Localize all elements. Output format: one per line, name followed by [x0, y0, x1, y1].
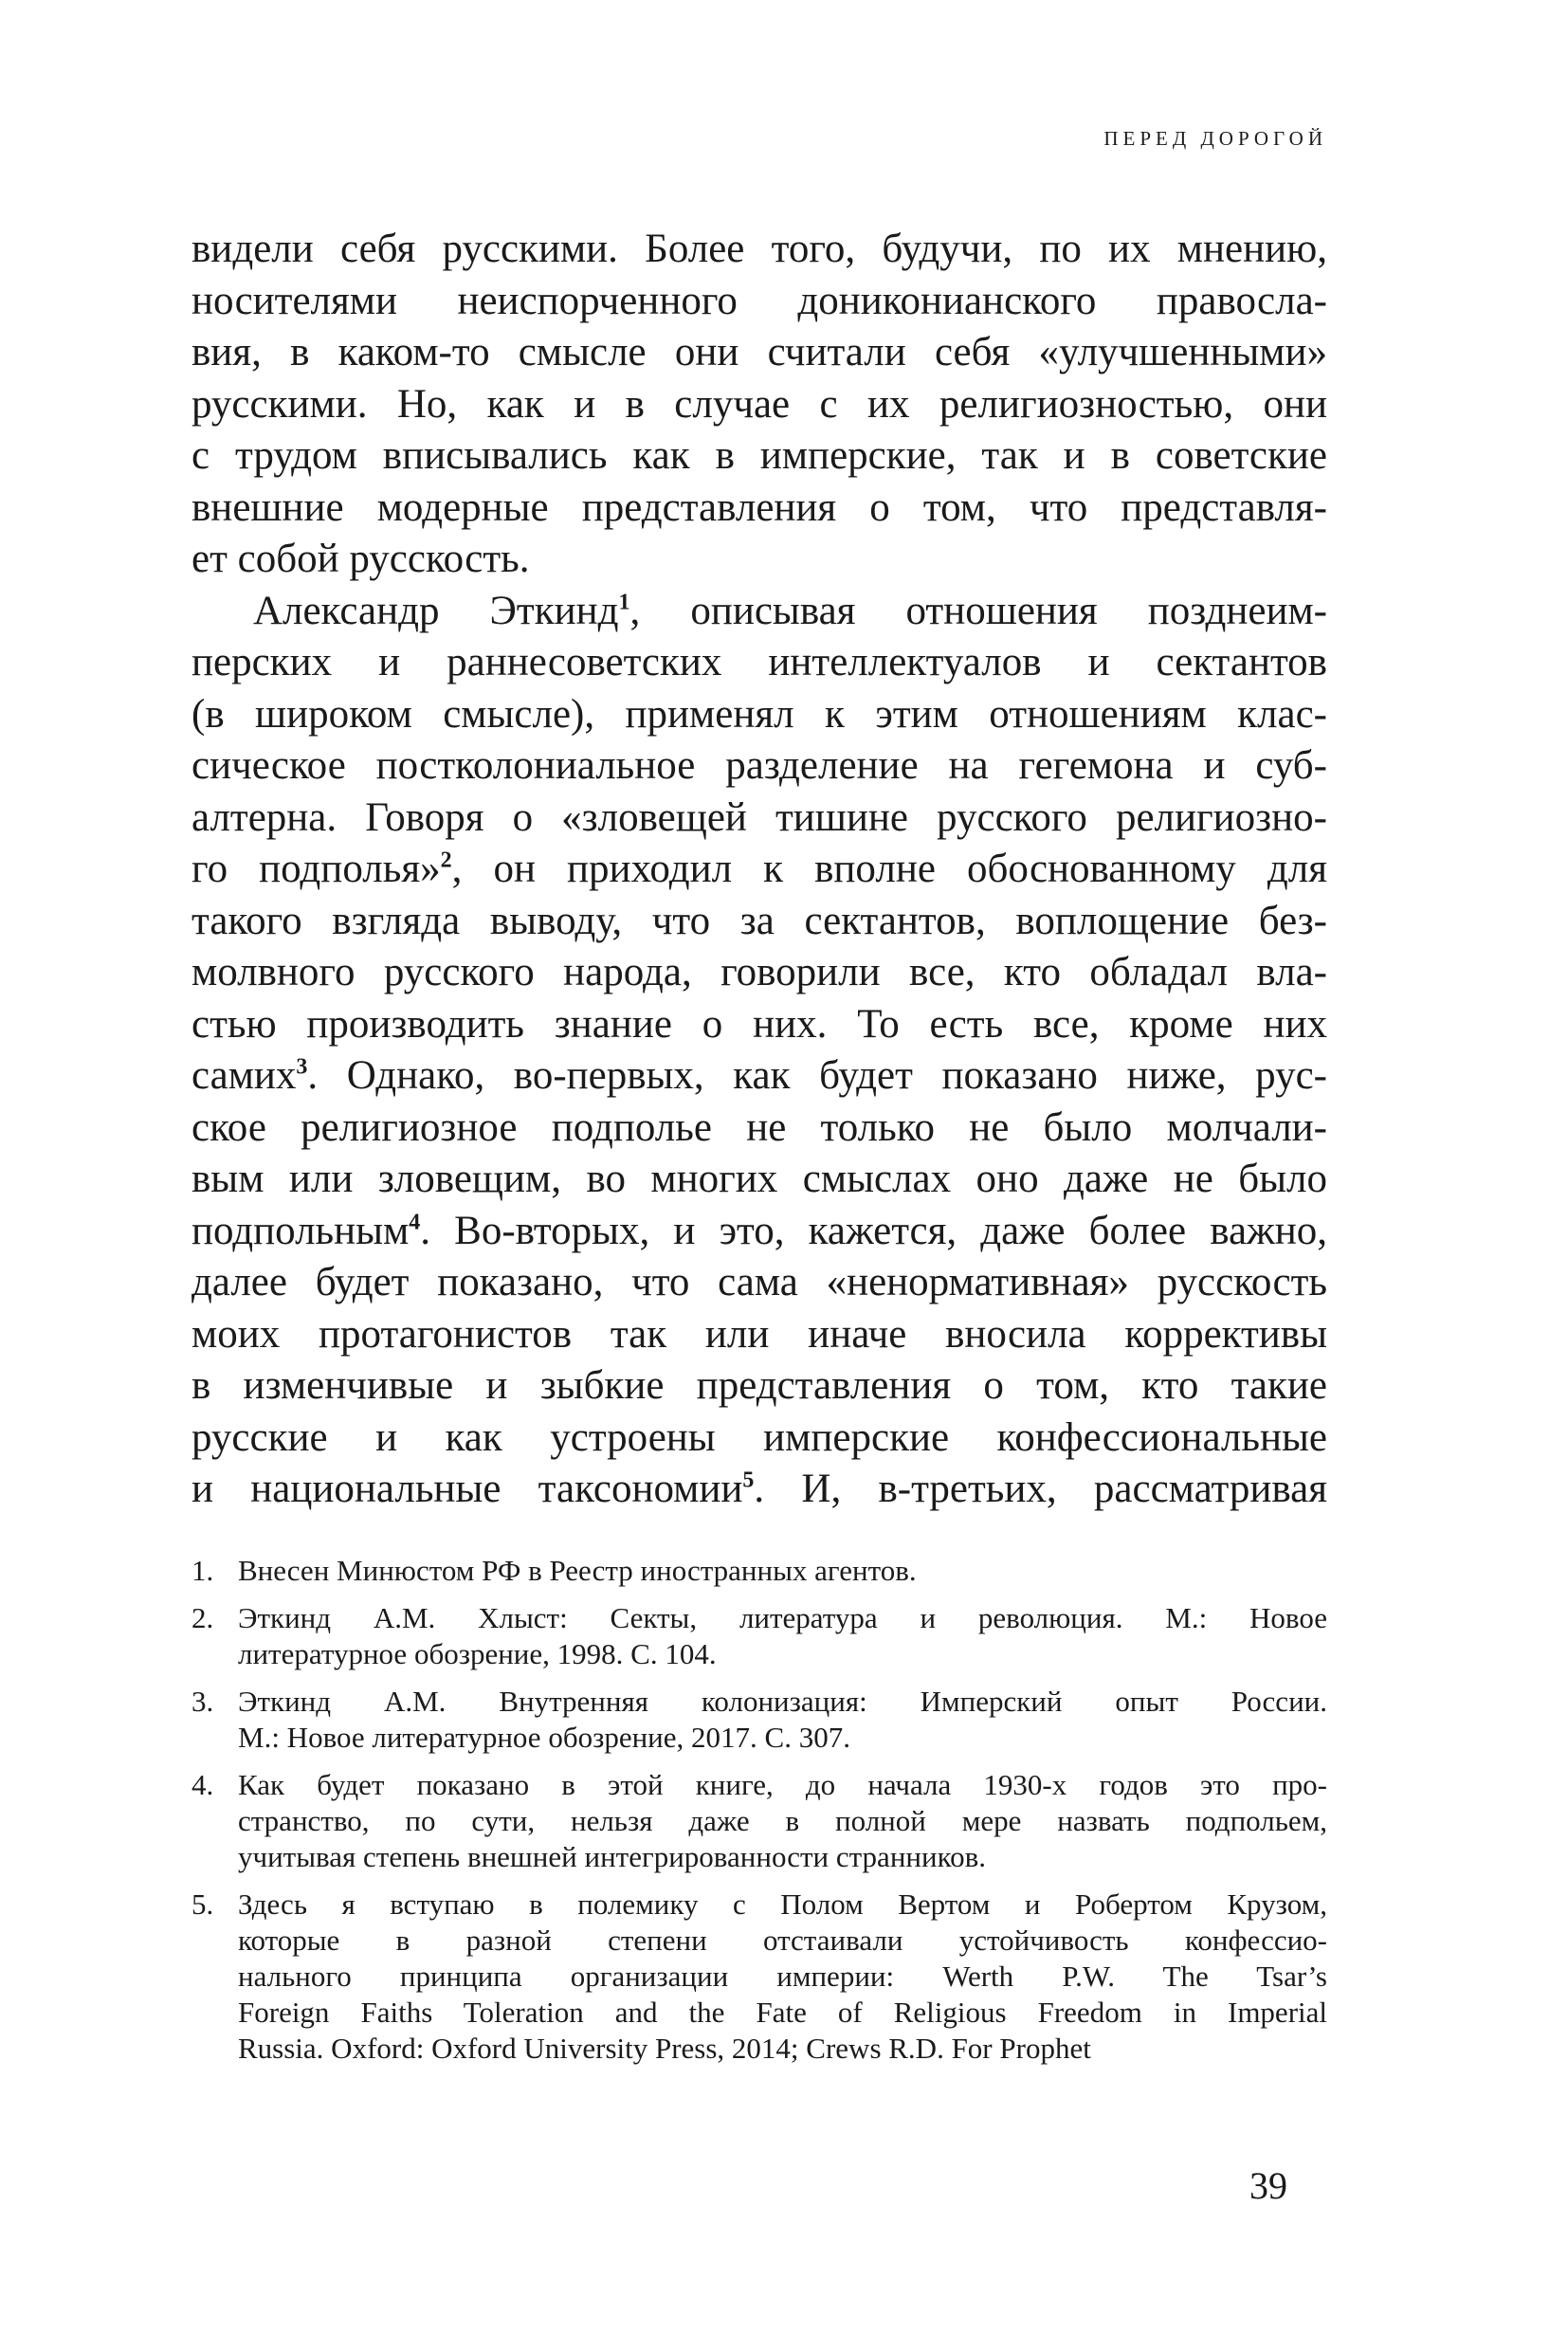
footnote-line: Как будет показано в этой книге, до начала 1930-х годов это про-: [238, 1768, 1327, 1801]
footnote-line: Эткинд А.М. Внутренняя колонизация: Имперский опыт России.: [238, 1685, 1327, 1718]
footnote: [191, 1600, 1327, 1672]
footnote-number: 2.: [191, 1601, 214, 1634]
body-line: [191, 1050, 1327, 1103]
body-line: (в широком смысле), применял к этим отношениям клас-: [191, 691, 1327, 737]
footnote-number: 3.: [191, 1685, 214, 1718]
body-text: [191, 224, 1327, 1516]
body-line: далее будет показано, что сама «ненормативная» русскость: [191, 1260, 1327, 1304]
body-line: [191, 586, 1327, 638]
footnote-number: 4.: [191, 1768, 214, 1801]
footnote-line: Russia. Oxford: Oxford University Press, 2014; Crews R.D. For Prophet: [238, 2032, 1091, 2065]
body-line: [191, 844, 1327, 896]
footnote-number: 1.: [191, 1554, 214, 1587]
footnote: [191, 1684, 1327, 1756]
body-line-text: го подполья»: [191, 847, 441, 891]
body-line-text: самих: [191, 1053, 297, 1098]
body-line: вия, в каком-то смысле они считали себя «улучшенными»: [191, 330, 1327, 374]
footnote: [191, 1553, 1327, 1589]
footnote-line: М.: Новое литературное обозрение, 2017. С. 307.: [238, 1721, 850, 1754]
page-number: 39: [1249, 2164, 1287, 2207]
footnote-line: которые в разной степени отстаивали устойчивость конфессио-: [238, 1924, 1327, 1957]
body-line-text: , описывая отношения позднеим-: [629, 588, 1327, 633]
body-line-text: подпольным: [191, 1208, 410, 1253]
footnote-line: Внесен Минюстом РФ в Реестр иностранных агентов.: [238, 1554, 917, 1587]
footnote-ref[interactable]: 1: [618, 590, 630, 615]
body-line: молвного русского народа, говорили все, кто обладал вла-: [191, 950, 1327, 994]
footnote-line: Здесь я вступаю в полемику с Полом Вертом и Робертом Крузом,: [238, 1887, 1327, 1921]
footnote-line: странство, по сути, нельзя даже в полной мере назвать подпольем,: [238, 1804, 1327, 1837]
footnote-line: нального принципа организации империи: Werth P.W. The Tsar’s: [238, 1960, 1327, 1993]
footnote: [191, 1767, 1327, 1875]
body-line: русскими. Но, как и в случае с их религиозностью, они: [191, 381, 1327, 427]
body-line: в изменчивые и зыбкие представления о том, кто такие: [191, 1363, 1327, 1408]
body-line-text: и национальные таксономии: [191, 1467, 743, 1511]
running-head: ПЕРЕД ДОРОГОЙ: [1103, 127, 1327, 150]
body-line: моих протагонистов так или иначе вносила коррективы: [191, 1311, 1327, 1357]
footnote: [191, 1887, 1327, 2067]
body-line: ское религиозное подполье не только не было молчали-: [191, 1104, 1327, 1150]
body-line: с трудом вписывались как в имперские, так и в советские: [191, 433, 1327, 478]
body-line-text: , он приходил к вполне обоснованному для: [451, 847, 1327, 891]
body-line: носителями неиспорченного дониконианского правосла-: [191, 278, 1327, 323]
body-line: перских и раннесоветских интеллектуалов и сектантов: [191, 640, 1327, 684]
footnote-line: Foreign Faiths Toleration and the Fate of Religious Freedom in Imperial: [238, 1996, 1327, 2029]
body-line: видели себя русскими. Более того, будучи, по их мнению,: [191, 227, 1327, 271]
footnote-number: 5.: [191, 1887, 214, 1921]
body-line: [191, 1464, 1327, 1516]
body-line-text: . Во-вторых, и это, кажется, даже более важно,: [420, 1208, 1327, 1253]
body-line: вым или зловещим, во многих смыслах оно даже не было: [191, 1157, 1327, 1201]
body-line: [191, 1206, 1327, 1258]
body-line: сическое постколониальное разделение на гегемона и суб-: [191, 743, 1327, 788]
body-line: алтерна. Говоря о «зловещей тишине русского религиозно-: [191, 794, 1327, 840]
body-line-text: Александр Эткинд: [253, 588, 619, 633]
footnotes: [191, 1553, 1327, 2078]
footnote-line: Эткинд А.М. Хлыст: Секты, литература и революция. М.: Новое: [238, 1601, 1327, 1634]
footnote-line: литературное обозрение, 1998. С. 104.: [238, 1637, 717, 1670]
body-line: русские и как устроены имперские конфессиональные: [191, 1414, 1327, 1460]
body-line: такого взгляда выводу, что за сектантов, воплощение без-: [191, 898, 1327, 943]
footnote-ref[interactable]: 5: [742, 1468, 755, 1493]
footnote-line: учитывая степень внешней интегрированности странников.: [238, 1840, 986, 1873]
footnote-ref[interactable]: 2: [440, 848, 452, 873]
body-line-text: . И, в-третьих, рассматривая: [754, 1467, 1327, 1511]
footnote-ref[interactable]: 4: [409, 1210, 421, 1235]
body-line-text: . Однако, во-первых, как будет показано ниже, рус-: [307, 1053, 1327, 1098]
body-line: внешние модерные представления о том, что представля-: [191, 484, 1327, 530]
body-line: стью производить знание о них. То есть все, кроме них: [191, 1001, 1327, 1047]
footnote-ref[interactable]: 3: [296, 1054, 308, 1080]
body-line: ет собой русскость.: [191, 537, 530, 581]
